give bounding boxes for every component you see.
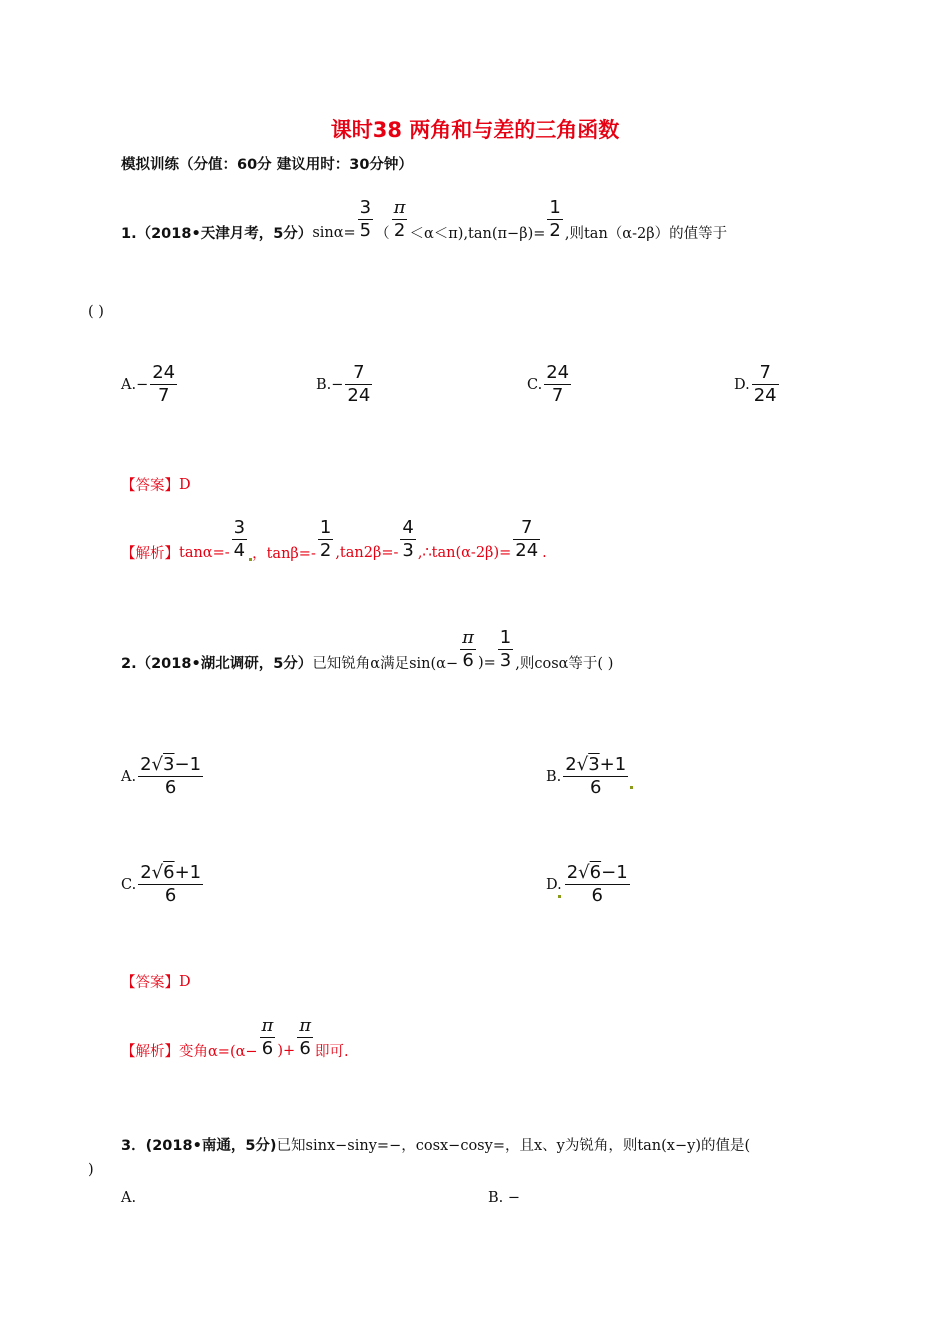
q1-option-c: C. $\frac{24}{7}$ — [527, 362, 570, 406]
decorative-dot — [630, 786, 633, 789]
q1-text-3: ＜α＜π),tan(π−β)= — [409, 226, 546, 242]
q3-text: 已知sinx−siny=−，cosx−cosy=，且x、y为锐角，则tan(x−y)的值是( — [276, 1138, 751, 1154]
exercise-info: 模拟训练（分值：60分 建议用时：30分钟） — [121, 157, 413, 173]
q1-text-4: ,则tan（α-2β）的值等于 — [564, 226, 728, 242]
q1-text-2: （ — [375, 226, 390, 242]
q1-option-d: D. $\frac{7}{24}$ — [734, 362, 777, 406]
question-3 — [121, 1134, 750, 1155]
q2-option-b: B. $\frac{2√3+1}{6}$ — [546, 754, 633, 799]
q1-option-a: A.− $\frac{24}{7}$ — [121, 362, 176, 406]
question-1 — [121, 197, 728, 255]
decorative-dot — [558, 895, 561, 898]
q3-option-b: B. − — [488, 1190, 521, 1206]
q2-analysis: 【解析】 变角α=(α− $\frac{\pi}{6}$ )+ $\frac{\pi}{6}$ 即可. — [121, 1015, 349, 1060]
q2-option-d: D. $\frac{2√6-1}{6}$ — [546, 862, 628, 906]
q1-fraction-tan: $\frac{1}{2}$ — [549, 197, 561, 241]
q3-option-a: A. — [121, 1190, 137, 1206]
q1-prefix: 1.（2018•天津月考，5分） — [121, 226, 313, 242]
q3-close-paren: ) — [88, 1162, 94, 1178]
q2-answer: 【答案】 D — [121, 973, 191, 991]
q1-fraction-sin: $\frac{3}{5}$ — [359, 197, 372, 241]
q1-answer-paren: ( ) — [88, 304, 104, 320]
q1-answer: 【答案】 D — [121, 476, 191, 494]
q2-option-c: C. $\frac{2√6+1}{6}$ — [121, 862, 202, 906]
q1-analysis: 【解析】 tanα=- $\frac{3}{4}$ ，tanβ=- $\frac{1}{2}$ ,tan2β=- $\frac{4}{3}$ ,∴tan(α-2β)= $\frac{7}{24}$ . — [121, 517, 547, 562]
q1-fraction-pi: $\frac{\pi}{2}$ — [393, 197, 406, 241]
q2-fraction-pi: $\frac{\pi}{6}$ — [462, 627, 474, 671]
q2-option-a: A. $\frac{2√3-1}{6}$ — [121, 754, 202, 798]
q1-option-b: B.− $\frac{7}{24}$ — [316, 362, 371, 406]
page-title: 课时38 两角和与差的三角函数 — [330, 118, 620, 142]
q3-prefix: 3．(2018•南通，5分) — [121, 1138, 277, 1154]
q1-text-1: sinα= — [312, 224, 356, 241]
q2-prefix: 2.（2018•湖北调研，5分） — [121, 656, 313, 672]
q2-fraction-third: $\frac{1}{3}$ — [499, 627, 512, 671]
question-2: 2.（2018•湖北调研，5分） 已知锐角α满足sin(α− $\frac{\pi}{6}$ )= $\frac{1}{3}$ ,则cosα等于( ) — [121, 627, 614, 672]
